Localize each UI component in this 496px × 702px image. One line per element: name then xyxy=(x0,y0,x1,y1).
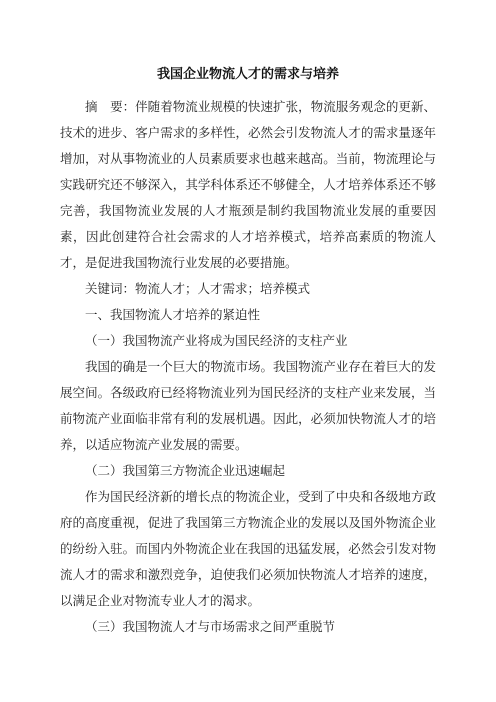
abstract-paragraph: 摘 要：伴随着物流业规模的快速扩张，物流服务观念的更新、技术的进步、客户需求的多样性，必然会引发物流人才的需求量逐年增加，对从事物流业的人员素质要求也越来越高。当前，物流理论与实践研究还不够深入，其学科体系还不够健全，人才培养体系还不够完善，我国物流业发展的人才瓶颈是制约我国物流业发展的重要因素，因此创建符合社会需求的人才培养模式，培养高素质的物流人才，是促进我国物流行业发展的必要措施。 xyxy=(60,99,436,270)
body-paragraph: 我国的确是一个巨大的物流市场。我国物流产业存在着巨大的发展空间。各级政府已经将物流业列为国民经济的支柱产业来发展，当前物流产业面临非常有利的发展机遇。因此，必须加快物流人才的培养，以适应物流产业发展的需要。 xyxy=(60,359,436,452)
body-paragraph: 作为国民经济新的增长点的物流企业，受到了中央和各级地方政府的高度重视，促进了我国第三方物流企业的发展以及国外物流企业的纷纷入驻。而国内外物流企业在我国的迅猛发展，必然会引发对物流人才的需求和激烈竞争，迫使我们必须加快物流人才培养的速度，以满足企业对物流专业人才的渴求。 xyxy=(60,489,436,608)
subsection-heading-2: （二）我国第三方物流企业迅速崛起 xyxy=(85,463,286,478)
keywords-line: 关键词：物流人才；人才需求；培养模式 xyxy=(85,281,311,296)
document-title: 我国企业物流人才的需求与培养 xyxy=(156,67,339,82)
section-heading-1: 一、我国物流人才培养的紧迫性 xyxy=(85,307,261,322)
subsection-heading-1: （一）我国物流产业将成为国民经济的支柱产业 xyxy=(85,333,348,348)
subsection-heading-3: （三）我国物流人才与市场需求之间严重脱节 xyxy=(85,619,336,634)
